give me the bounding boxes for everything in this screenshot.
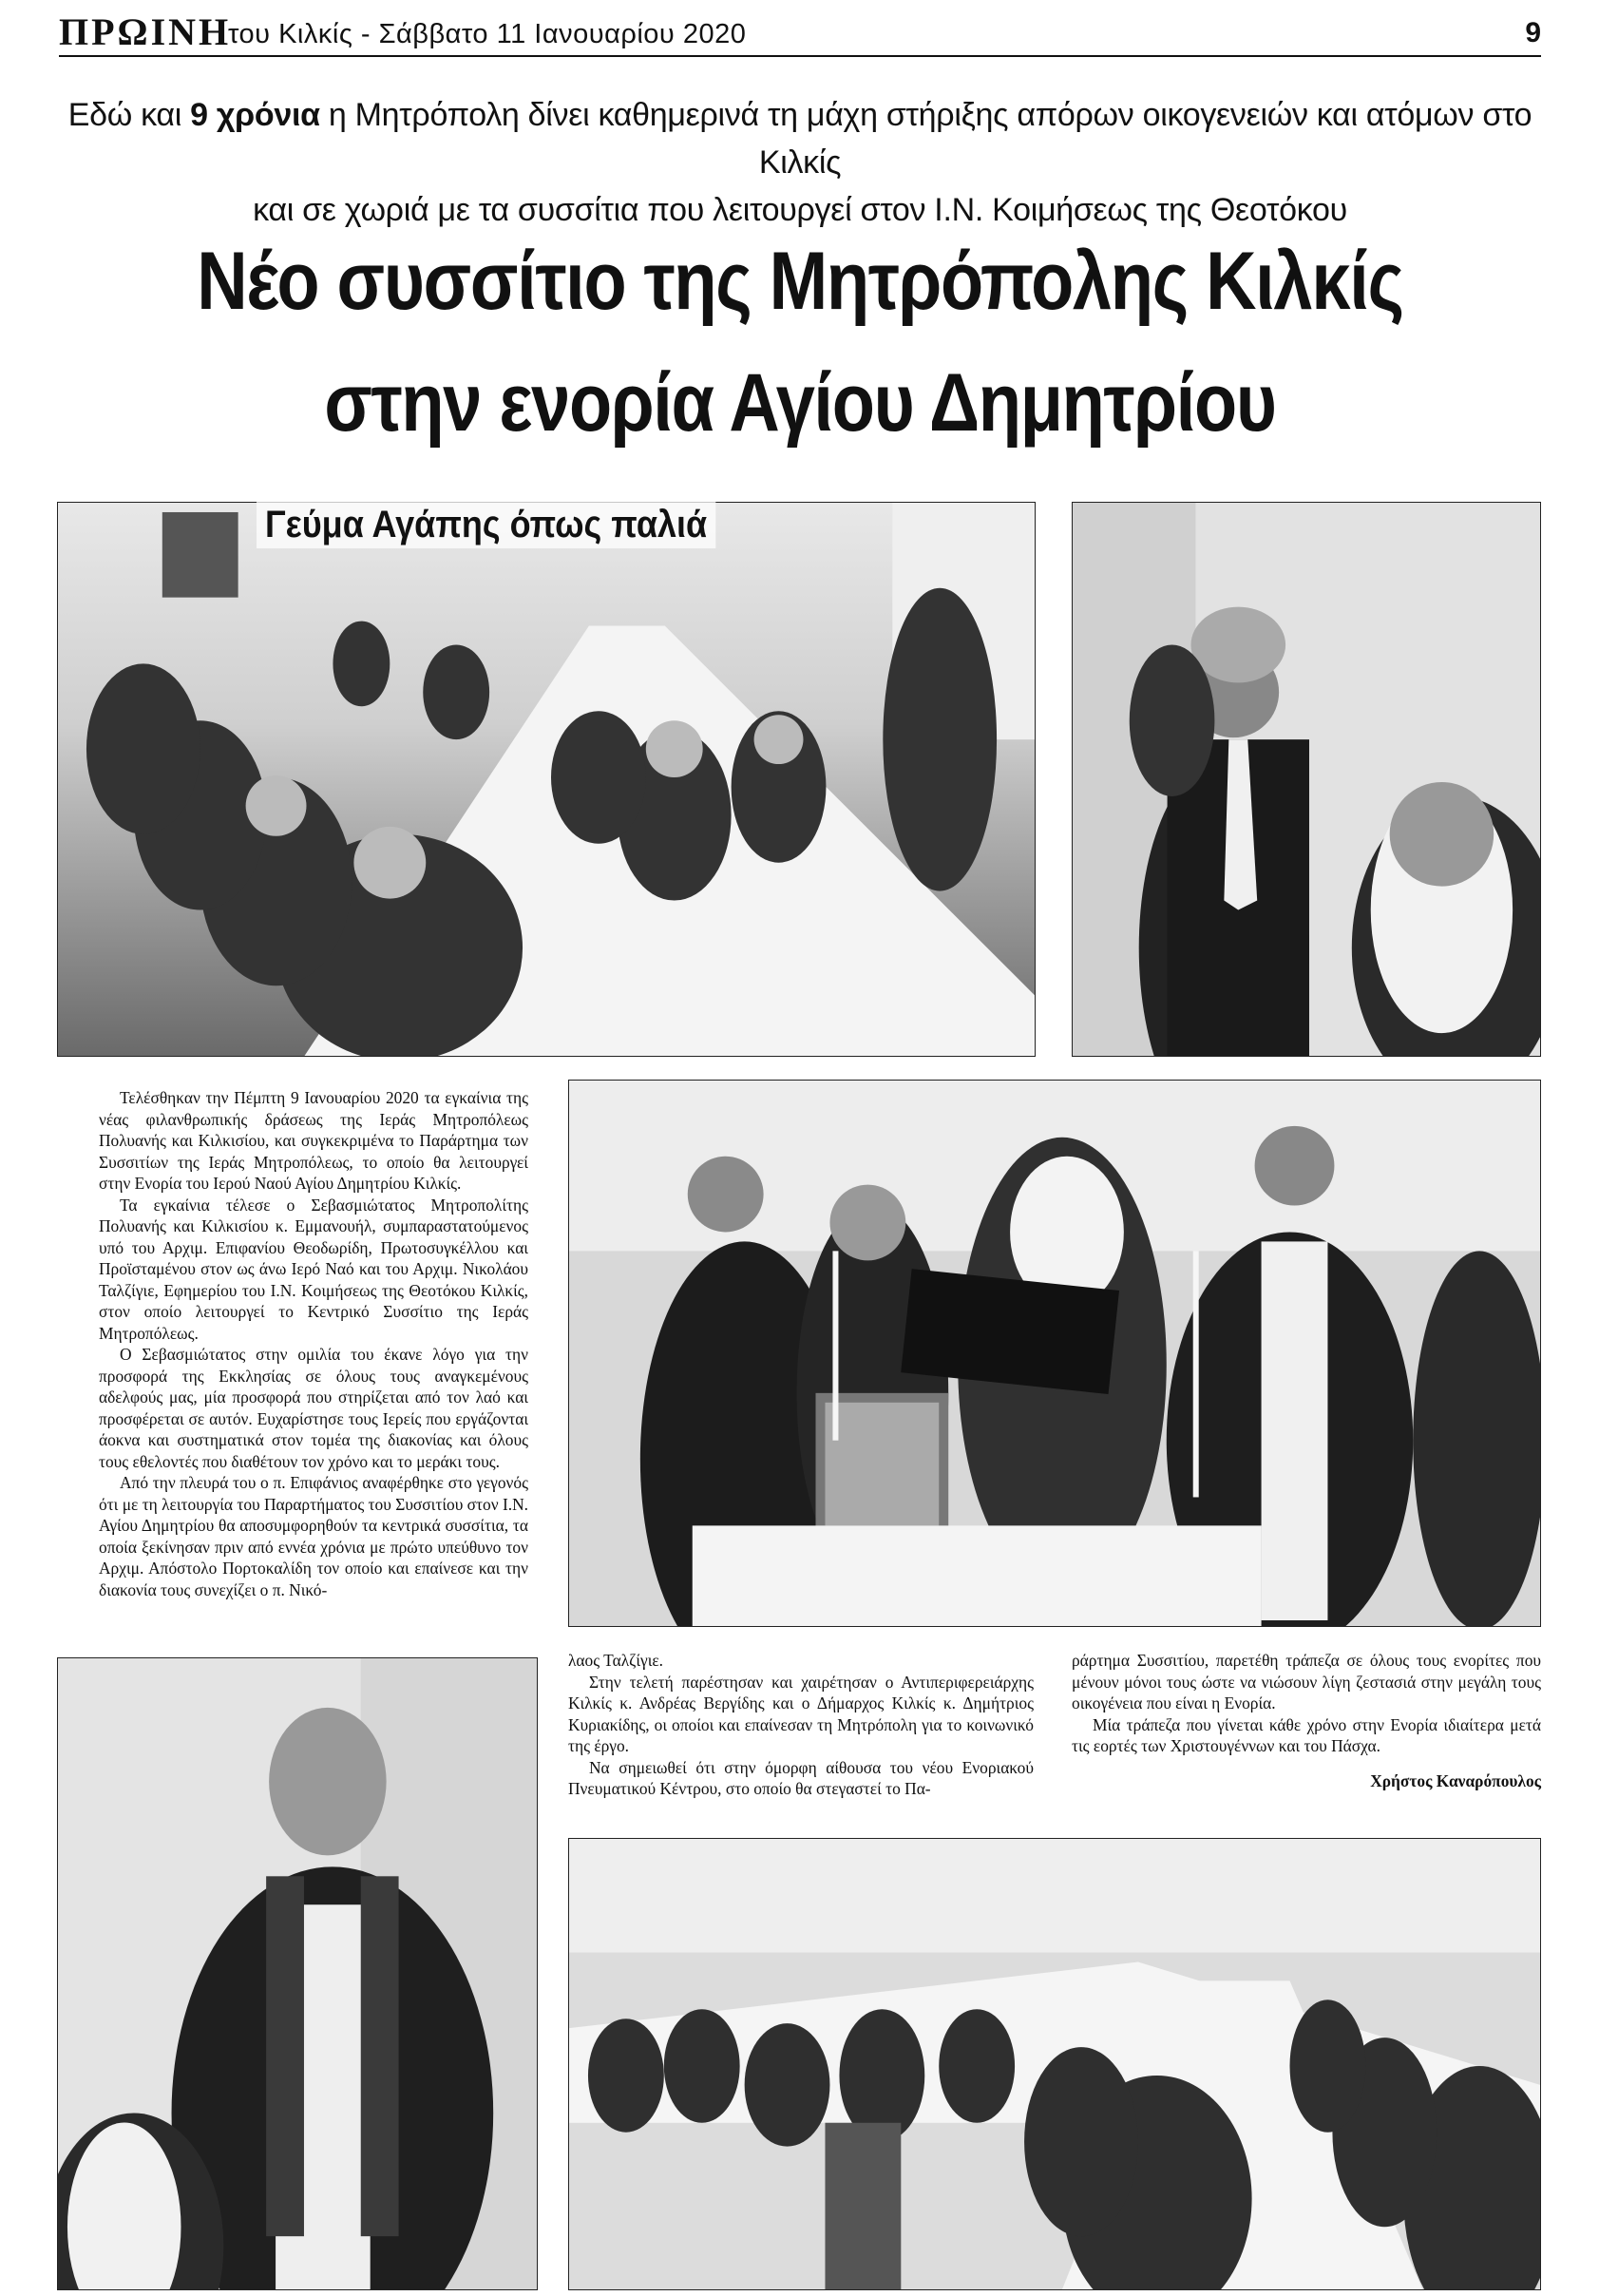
issue-date: του Κιλκίς - Σάββατο 11 Ιανουαρίου 2020 bbox=[228, 19, 747, 49]
newspaper-brand: ΠΡΩΙΝΗ bbox=[59, 10, 232, 53]
dining-hall-photo bbox=[57, 502, 1036, 1057]
overline-line-1: Εδώ και 9 χρόνια η Μητρόπολη δίνει καθημερινά τη μάχη στήριξης απόρων οικογενειών και ατόμων στο Κιλκίς bbox=[67, 97, 1532, 181]
dining-hall-wide-image bbox=[569, 1839, 1540, 2289]
author-signature: Χρήστος Καναρόπουλος bbox=[1370, 1770, 1541, 1790]
paragraph: Από την πλευρά του ο π. Επιφάνιος αναφέρθηκε στο γεγονός ότι με τη λειτουργία του Παραρτήματος του Συσσιτίου στον Ι.Ν. Αγίου Δημητρίου θα αποσυμφορηθούν τα κεντρικά συσσίτια, τα οποία ξεκίνησαν πριν από εννέα χρόνια με πρώτο υπεύθυνο τον Αρχιμ. Απόστολο Πορτοκαλίδη τον οποίο και επαίνεσε και την διακονία τους συνεχίζει ο π. Νικό- bbox=[99, 1473, 528, 1599]
mayor-speaking-image bbox=[58, 1658, 537, 2289]
paragraph: Μία τράπεζα που γίνεται κάθε χρόνο στην Ενορία ιδιαίτερα μετά τις εορτές των Χριστουγέννων και του Πάσχα. bbox=[1072, 1714, 1541, 1755]
speaker-photo bbox=[1072, 502, 1541, 1057]
photo-caption: Γεύμα Αγάπης όπως παλιά bbox=[257, 502, 715, 548]
paragraph: Τελέσθηκαν την Πέμπτη 9 Ιανουαρίου 2020 τα εγκαίνια της νέας φιλανθρωπικής δράσεως της Ιεράς Μητροπόλεως Πολυανής και Κιλκισίου, και συγκεκριμένα το Παράρτημα των Συσσιτίων της Ιεράς Μητροπόλεως, το οποίο θα λειτουργεί στην Ενορία του Ιερού Ναού Αγίου Δημητρίου Κιλκίς. bbox=[99, 1088, 528, 1193]
paragraph: ράρτημα Συσσιτίου, παρετέθη τράπεζα σε όλους τους ενορίτες που μένουν μόνοι τους ώστε να νιώσουν λίγη ζεστασιά στην μεγάλη τους οικογένεια που είναι η Ενορία. bbox=[1072, 1651, 1541, 1712]
paragraph: Να σημειωθεί ότι στην όμορφη αίθουσα του νέου Ενοριακού Πνευματικού Κέντρου, στο οποίο θα στεγαστεί το Πα- bbox=[568, 1757, 1034, 1798]
article-column-3 bbox=[1072, 1650, 1541, 1791]
paragraph: λαος Ταλζίγιε. bbox=[568, 1651, 664, 1670]
overline-highlight: 9 χρόνια bbox=[190, 97, 320, 133]
article-column-1 bbox=[99, 1087, 528, 1600]
paragraph: Στην τελετή παρέστησαν και χαιρέτησαν ο Αντιπεριφερειάρχης Κιλκίς κ. Ανδρέας Βεργίδης και ο Δήμαρχος Κιλκίς κ. Δημήτριος Κυριακίδης, οι οποίοι και επαίνεσαν τη Μητρόπολη για το κοινωνικό της έργο. bbox=[568, 1672, 1034, 1755]
overline bbox=[59, 91, 1541, 234]
paragraph: Ο Σεβασμιώτατος στην ομιλία του έκανε λόγο για την προσφορά της Εκκλησίας σε όλους τους αναγκεμένους αδελφούς μας, μία προσφορά που στηρίζεται από τον λαό και προσφέρεται σε αυτόν. Ευχαρίστησε τους Ιερείς που εργάζονται άοκνα και συστηματικά στον τομέα της διακονίας και όλους τους εθελοντές που διαθέτουν τον χρόνο και το μεράκι τους. bbox=[99, 1345, 528, 1471]
article-column-2 bbox=[568, 1650, 1034, 1800]
overline-line-2: και σε χωριά με τα συσσίτια που λειτουργεί στον Ι.Ν. Κοιμήσεως της Θεοτόκου bbox=[253, 192, 1347, 228]
dining-hall-wide-photo bbox=[568, 1838, 1541, 2290]
mayor-speaking-photo bbox=[57, 1657, 538, 2290]
headline-line-2: στην ενορία Αγίου Δημητρίου bbox=[324, 357, 1276, 449]
blessing-ceremony-photo bbox=[568, 1080, 1541, 1627]
speaker-image bbox=[1073, 503, 1540, 1056]
dining-hall-image bbox=[58, 503, 1035, 1056]
page-number: 9 bbox=[1525, 17, 1541, 48]
masthead bbox=[59, 8, 1541, 57]
headline bbox=[162, 220, 1437, 464]
paragraph: Τα εγκαίνια τέλεσε ο Σεβασμιώτατος Μητροπολίτης Πολυανής και Κιλκισίου κ. Εμμανουήλ, συμπαραστατούμενος υπό του Αρχιμ. Επιφανίου Θεοδωρίδη, Πρωτοσυγκέλλου και Προϊσταμένου στον ως άνω Ιερό Ναό και του Αρχιμ. Νικολάου Ταλζίγιε, Εφημερίου του Ι.Ν. Κοιμήσεως της Θεοτόκου Κιλκίς, στον οποίο λειτουργεί το Κεντρικό Συσσίτιο της Ιεράς Μητροπόλεως. bbox=[99, 1195, 528, 1343]
headline-line-1: Νέο συσσίτιο της Μητρόπολης Κιλκίς bbox=[197, 236, 1403, 327]
blessing-ceremony-image bbox=[569, 1081, 1540, 1626]
